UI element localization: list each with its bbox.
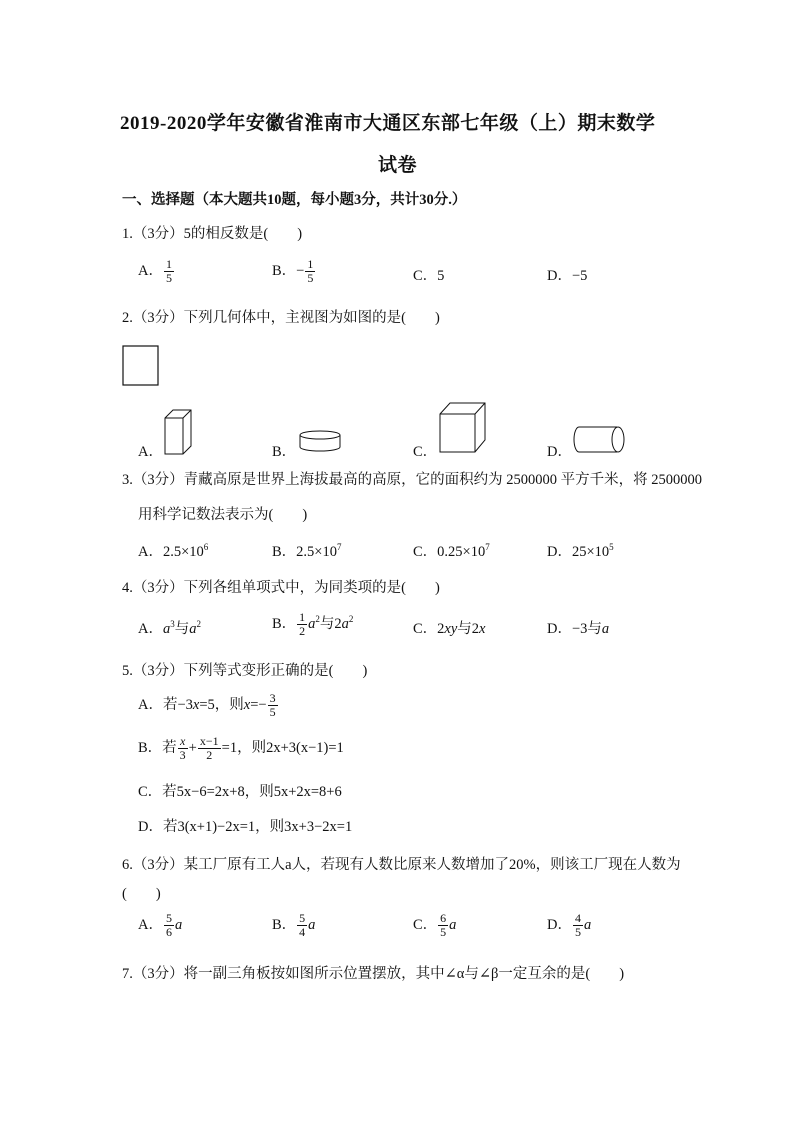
page-title-line2: 试卷 — [378, 155, 418, 176]
short-cylinder-icon — [297, 428, 343, 456]
question-7-stem: 7.（3分）将一副三角板按如图所示位置摆放，其中∠α与∠β一定互余的是( ) — [122, 966, 625, 982]
fraction: $\frac{6}{5}$ — [440, 911, 447, 939]
question-1-option-d: D．−5 — [547, 268, 588, 284]
question-4-option-a: A．$a^3$与$a^2$ — [138, 619, 201, 637]
question-2-option-b-label: B． — [272, 444, 297, 460]
fraction: $\frac{1}{2}$ — [299, 610, 306, 638]
question-2-option-c-label: C． — [413, 444, 438, 460]
tall-prism-icon — [163, 404, 193, 456]
question-1-option-c: C．5 — [413, 268, 445, 284]
question-5-option-c: C．若5x−6=2x+8，则5x+2x=8+6 — [138, 784, 342, 800]
fraction: $\frac{4}{5}$ — [574, 911, 581, 939]
question-4-stem: 4.（3分）下列各组单项式中，为同类项的是( ) — [122, 580, 440, 596]
question-5-option-b: B．若 $\frac{x}{3}$ + $\frac{x-1}{2}$ =1，则2x+3(x−1)=1 — [138, 734, 344, 762]
cube-icon — [438, 400, 488, 456]
horizontal-cylinder-icon — [573, 424, 627, 456]
question-3-stem-line1: 3.（3分）青藏高原是世界上海拔最高的高原，它的面积约为 2500000 平方千米，将 2500000 — [122, 472, 702, 488]
question-5-option-a: A．若−3x=5，则x=− $\frac{3}{5}$ — [138, 691, 276, 719]
question-1-stem: 1.（3分）5的相反数是( ) — [122, 226, 303, 242]
fraction: $\frac{x-1}{2}$ — [199, 734, 219, 762]
question-6-option-c: C． $\frac{6}{5}$ a — [413, 911, 457, 939]
question-4-option-c: C．2xy与2x — [413, 621, 486, 637]
question-1-option-b: B．− $\frac{1}{5}$ — [272, 257, 314, 285]
question-2-option-d-label: D． — [547, 444, 572, 460]
question-3-option-c: C．$0.25\times 10^7$ — [413, 542, 490, 560]
question-6-option-d: D． $\frac{4}{5}$ a — [547, 911, 592, 939]
page-title-line1: 2019-2020学年安徽省淮南市大通区东部七年级（上）期末数学 — [120, 113, 656, 134]
fraction: $\frac{5}{6}$ — [165, 911, 172, 939]
question-2-stem: 2.（3分）下列几何体中，主视图为如图的是( ) — [122, 310, 440, 326]
fraction: $\frac{1}{5}$ — [307, 257, 314, 285]
question-3-option-a: A．$2.5\times 10^6$ — [138, 542, 209, 560]
question-2-option-a-label: A． — [138, 444, 163, 460]
fraction: $\frac{x}{3}$ — [179, 734, 186, 762]
question-3-option-d: D．$25\times 10^5$ — [547, 542, 614, 560]
question-4-option-d: D．−3与a — [547, 621, 610, 637]
fraction: $\frac{5}{4}$ — [299, 911, 306, 939]
question-6-option-a: A． $\frac{5}{6}$ a — [138, 911, 183, 939]
question-3-option-b: B．$2.5\times 10^7$ — [272, 542, 342, 560]
section-heading: 一、选择题（本大题共10题，每小题3分，共计30分.） — [122, 192, 467, 208]
question-5-stem: 5.（3分）下列等式变形正确的是( ) — [122, 663, 368, 679]
question-3-stem-line2: 用科学记数法表示为( ) — [138, 507, 308, 523]
fraction: $\frac{1}{5}$ — [165, 257, 172, 285]
question-6-stem-line2: ( ) — [122, 886, 161, 902]
question-5-option-d: D．若3(x+1)−2x=1，则3x+3−2x=1 — [138, 819, 353, 835]
rectangle-front-view-icon — [122, 345, 160, 387]
question-1-option-a: A． $\frac{1}{5}$ — [138, 257, 172, 285]
question-4-option-b: B． $\frac{1}{2}$ $a^2$与$2a^2$ — [272, 610, 354, 638]
question-6-stem-line1: 6.（3分）某工厂原有工人a人，若现有人数比原来人数增加了20%，则该工厂现在人数为 — [122, 857, 681, 873]
fraction: $\frac{3}{5}$ — [269, 691, 276, 719]
question-6-option-b: B． $\frac{5}{4}$ a — [272, 911, 316, 939]
